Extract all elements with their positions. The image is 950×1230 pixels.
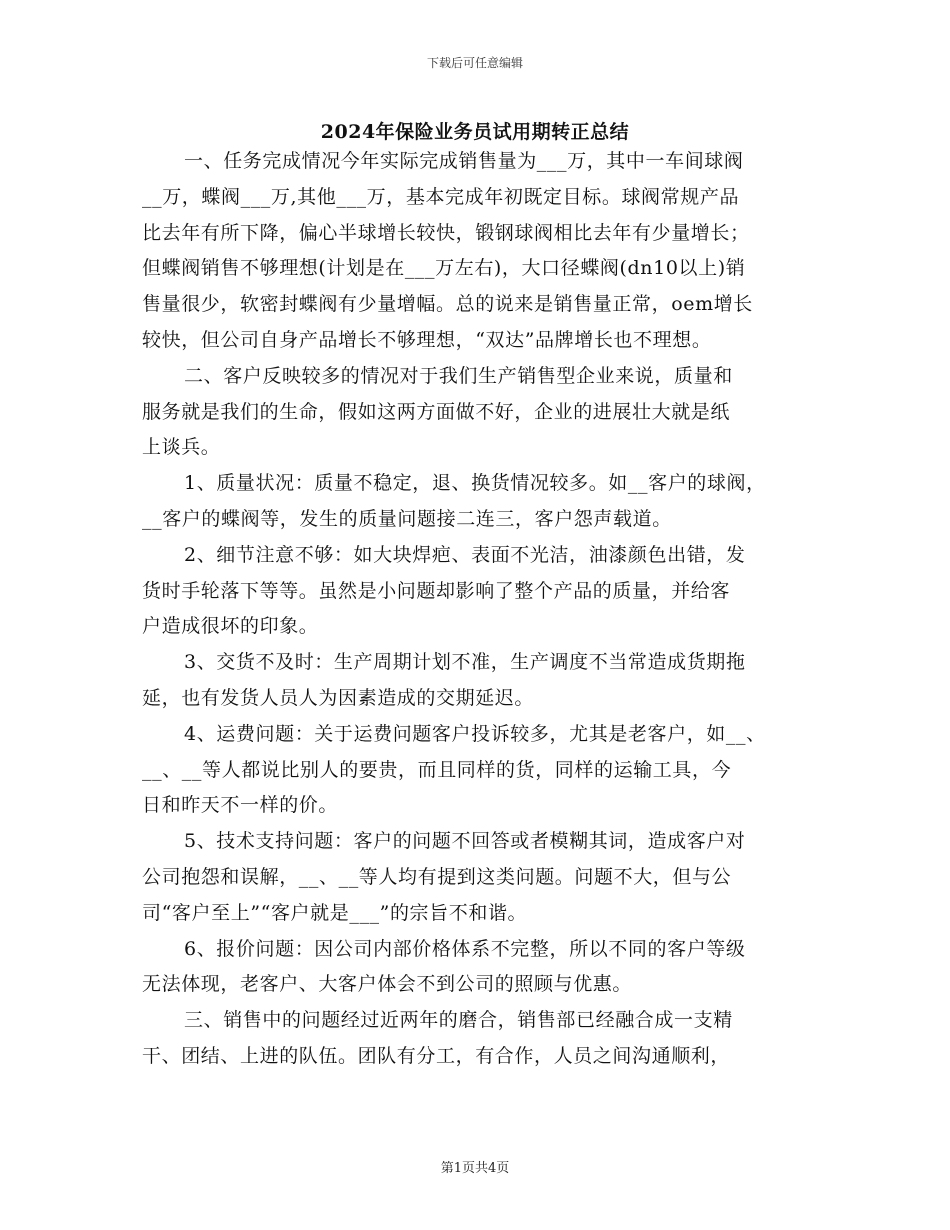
page-header: 下载后可任意编辑: [426, 56, 523, 70]
paragraph-first-line: 5、技术支持问题：客户的问题不回答或者模糊其词，造成客户对: [184, 830, 746, 853]
paragraph-line: 上谈兵。: [142, 436, 221, 459]
paragraph-line: 但蝶阀销售不够理想(计划是在___万左右)，大口径蝶阀(dn10以上)销: [142, 257, 746, 280]
paragraph-line: __、__等人都说比别人的要贵，而且同样的货，同样的运输工具，今: [142, 758, 732, 781]
paragraph-line: __客户的蝶阀等，发生的质量问题接二连三，客户怨声载道。: [142, 507, 672, 530]
paragraph-line: 延，也有发货人员人为因素造成的交期延迟。: [142, 686, 535, 709]
paragraph-line: 售量很少，软密封蝶阀有少量增幅。总的说来是销售量正常，oem增长: [142, 293, 753, 316]
paragraph-line: 货时手轮落下等等。虽然是小问题却影响了整个产品的质量，并给客: [142, 579, 731, 602]
paragraph-line: 无法体现，老客户、大客户体会不到公司的照顾与优惠。: [142, 973, 633, 996]
paragraph-first-line: 1、质量状况：质量不稳定，退、换货情况较多。如__客户的球阀，: [184, 472, 766, 495]
paragraph-first-line: 4、运费问题：关于运费问题客户投诉较多，尤其是老客户，如__、: [184, 722, 766, 745]
paragraph-first-line: 一、任务完成情况今年实际完成销售量为___万，其中一车间球阀: [184, 150, 744, 172]
paragraph-first-line: 3、交货不及时：生产周期计划不准，生产调度不当常造成货期拖: [184, 651, 746, 674]
paragraph-line: 户造成很坏的印象。: [142, 615, 319, 638]
paragraph-line: 日和昨天不一样的价。: [142, 794, 339, 817]
paragraph-line: 司“客户至上”“客户就是___”的宗旨不和谐。: [142, 901, 528, 924]
paragraph-line: 干、团结、上进的队伍。团队有分工，有合作，人员之间沟通顺利，: [142, 1044, 731, 1067]
paragraph-first-line: 6、报价问题：因公司内部价格体系不完整，所以不同的客户等级: [184, 937, 746, 960]
document-title: 2024年保险业务员试用期转正总结: [320, 121, 630, 143]
paragraph-first-line: 三、销售中的问题经过近两年的磨合，销售部已经融合成一支精: [184, 1009, 733, 1032]
paragraph-first-line: 二、客户反映较多的情况对于我们生产销售型企业来说，质量和: [184, 364, 733, 387]
paragraph-line: 比去年有所下降，偏心半球增长较快，锻钢球阀相比去年有少量增长；: [142, 221, 750, 244]
paragraph-line: 公司抱怨和误解，__、__等人均有提到这类问题。问题不大，但与公: [142, 865, 732, 888]
paragraph-first-line: 2、细节注意不够：如大块焊疤、表面不光洁，油漆颜色出错，发: [184, 543, 746, 566]
paragraph-line: __万，蝶阀___万,其他___万，基本完成年初既定目标。球阀常规产品: [142, 185, 740, 208]
paragraph-line: 服务就是我们的生命，假如这两方面做不好，企业的进展壮大就是纸: [142, 400, 731, 423]
paragraph-line: 较快，但公司自身产品增长不够理想，“双达”品牌增长也不理想。: [142, 328, 712, 351]
page-footer: 第1页共4页: [440, 1161, 510, 1176]
document-body: [142, 144, 822, 1075]
